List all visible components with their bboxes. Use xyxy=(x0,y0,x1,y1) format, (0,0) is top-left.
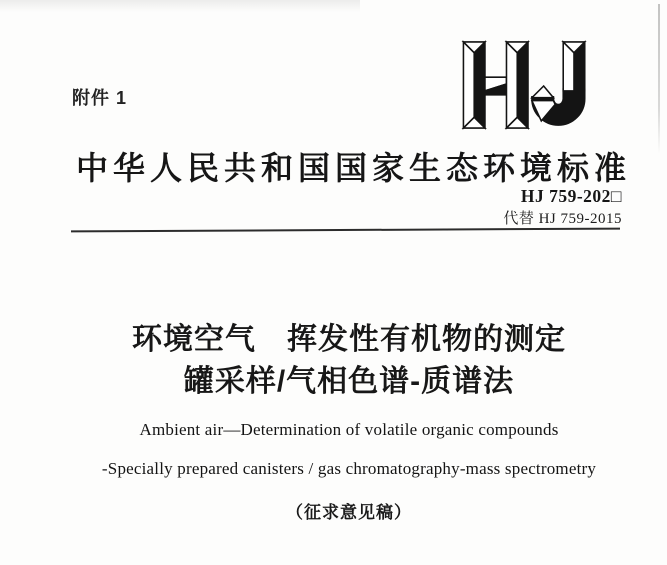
standard-number-block xyxy=(503,186,622,229)
replaces-note: 代替 HJ 759-2015 xyxy=(503,210,622,227)
national-standard-title: 中华人民共和国国家生态环境标准 xyxy=(76,150,632,186)
scan-page-edge xyxy=(658,4,660,154)
doc-title-en-line1: Ambient air—Determination of volatile organic compounds xyxy=(139,420,559,439)
attachment-label: 附件 1 xyxy=(72,88,128,108)
standard-number: HJ 759-202□ xyxy=(520,186,622,206)
header-rule xyxy=(71,228,620,233)
hj-logo-icon xyxy=(459,40,597,130)
scan-top-smudge xyxy=(0,0,360,12)
doc-title-en-line2: -Specially prepared canisters / gas chromatography-mass spectrometry xyxy=(101,459,597,478)
draft-status-note: （征求意见稿） xyxy=(286,503,412,522)
doc-title-zh-line2: 罐采样/气相色谱-质谱法 xyxy=(183,365,515,398)
doc-title-zh-line1: 环境空气 挥发性有机物的测定 xyxy=(132,323,566,356)
